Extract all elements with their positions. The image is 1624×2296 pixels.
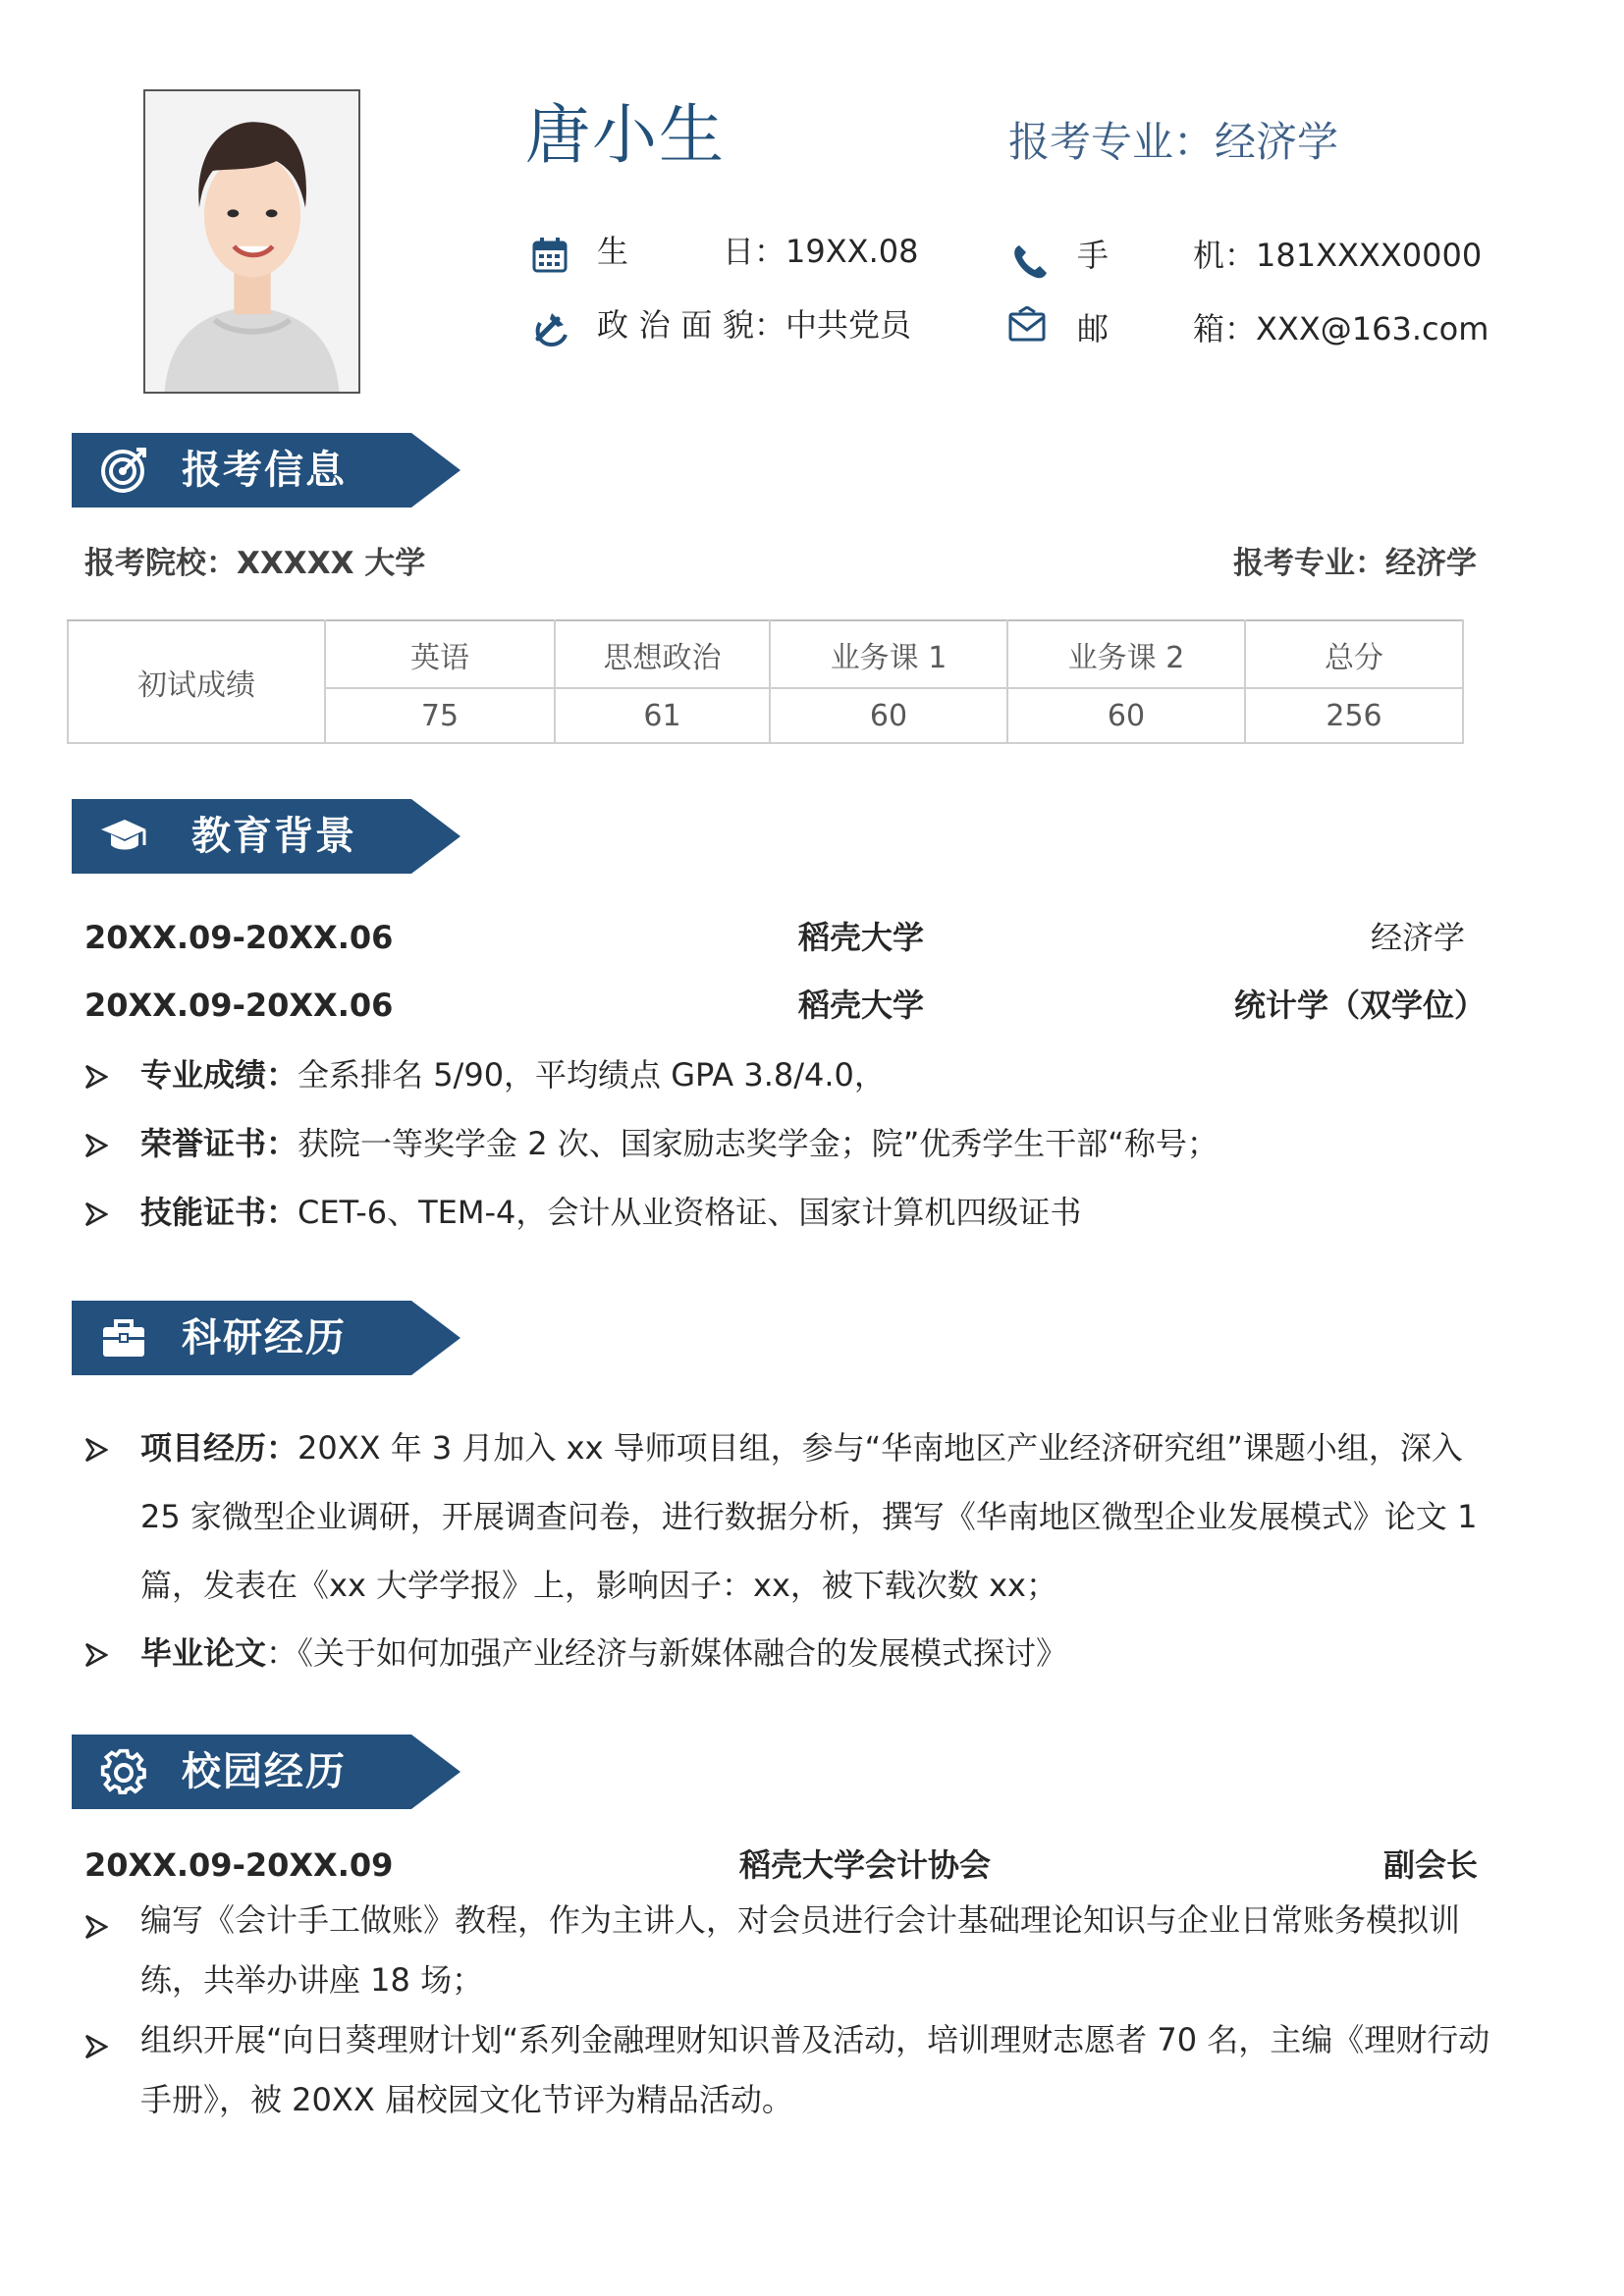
edu-school: 稻壳大学 [798, 987, 925, 1024]
graduation-cap-icon [99, 812, 148, 861]
political-value: ：中共党员 [754, 306, 912, 344]
edu-bullet-item [140, 1178, 1081, 1247]
section-banner-exam [72, 433, 460, 507]
bullet-text: 组织开展“向日葵理财计划“系列金融理财知识普及活动，培训理财志愿者 70 名，主编《理财行动手册》，被 20XX 届校园文化节评为精品活动。 [140, 2021, 1490, 2118]
gear-icon [99, 1747, 148, 1796]
bullet-key: 项目经历： [140, 1429, 298, 1467]
bullet-text: ：《关于如何加强产业经济与新媒体融合的发展模式探讨》 [266, 1634, 1068, 1672]
political-line [597, 305, 911, 347]
score-value: 256 [1245, 688, 1463, 743]
exam-major: 报考专业：经济学 [1233, 546, 1477, 581]
bullet-key: 荣誉证书： [140, 1125, 298, 1162]
research-bullet-item [140, 1414, 1510, 1620]
score-value: 60 [1007, 688, 1245, 743]
edu-period: 20XX.09-20XX.06 [84, 987, 394, 1024]
birthday-label: 生 日 [597, 233, 754, 270]
arrow-bullet-icon [84, 1201, 108, 1227]
edu-major: 经济学 [1371, 919, 1466, 956]
arrow-bullet-icon [84, 1642, 108, 1668]
research-bullet-item [140, 1619, 1067, 1687]
applicant-name: 唐小生 [525, 97, 726, 173]
email-value: ：XXX@163.com [1224, 310, 1489, 347]
campus-bullet-item [140, 2010, 1510, 2130]
bullet-text: 20XX 年 3 月加入 xx 导师项目组，参与“华南地区产业经济研究组”课题小组，深入 25 家微型企业调研，开展调查问卷，进行数据分析，撰写《华南地区微型企业发展模式》论文 1 篇，发表在《xx 大学学报》上，影响因子：xx，被下载次数 xx； [140, 1429, 1478, 1604]
exam-school: 报考院校：XXXXX 大学 [84, 546, 426, 581]
section-banner-research [72, 1301, 460, 1375]
political-label: 政治面貌 [597, 306, 754, 344]
section-title: 校园经历 [182, 1749, 347, 1794]
calendar-icon [530, 236, 569, 275]
section-title: 教育背景 [191, 814, 356, 859]
score-header-row [68, 620, 1463, 688]
score-header: 英语 [325, 620, 555, 688]
arrow-bullet-icon [84, 1914, 108, 1940]
section-title: 科研经历 [182, 1315, 347, 1361]
phone-label: 手 机 [1077, 237, 1224, 274]
bullet-key: 毕业论文 [140, 1634, 267, 1672]
edu-school: 稻壳大学 [798, 919, 925, 956]
arrow-bullet-icon [84, 1064, 108, 1090]
bullet-text: 全系排名 5/90，平均绩点 GPA 3.8/4.0， [298, 1056, 886, 1094]
edu-major: 统计学（双学位） [1234, 987, 1487, 1024]
edu-bullet-item [140, 1109, 1218, 1178]
profile-photo [143, 89, 360, 394]
score-row-label: 初试成绩 [68, 620, 325, 743]
arrow-bullet-icon [84, 1133, 108, 1158]
campus-period: 20XX.09-20XX.09 [84, 1846, 394, 1884]
phone-line [1077, 236, 1482, 277]
phone-icon [1011, 241, 1051, 281]
score-value: 60 [770, 688, 1007, 743]
section-banner-education [72, 799, 460, 874]
section-title: 报考信息 [182, 448, 347, 493]
arrow-bullet-icon [84, 2034, 108, 2059]
score-value: 75 [325, 688, 555, 743]
birthday-value: ：19XX.08 [754, 233, 919, 270]
birthday-line [597, 232, 918, 273]
party-emblem-icon [530, 309, 569, 348]
score-value: 61 [555, 688, 770, 743]
bullet-key: 技能证书： [140, 1194, 298, 1231]
section-banner-campus [72, 1735, 460, 1809]
score-header: 业务课 2 [1007, 620, 1245, 688]
score-header: 总分 [1245, 620, 1463, 688]
score-header: 思想政治 [555, 620, 770, 688]
bullet-text: 获院一等奖学金 2 次、国家励志奖学金；院”优秀学生干部“称号； [298, 1125, 1218, 1162]
mail-icon [1007, 306, 1047, 346]
campus-bullet-item [140, 1891, 1510, 2010]
edu-period: 20XX.09-20XX.06 [84, 919, 394, 956]
briefcase-icon [99, 1313, 148, 1362]
campus-role: 副会长 [1383, 1846, 1479, 1884]
email-label: 邮 箱 [1077, 310, 1224, 347]
target-icon [99, 446, 148, 495]
score-header: 业务课 1 [770, 620, 1007, 688]
email-line [1077, 309, 1489, 350]
bullet-text: CET-6、TEM-4，会计从业资格证、国家计算机四级证书 [298, 1194, 1082, 1231]
bullet-text: 编写《会计手工做账》教程，作为主讲人，对会员进行会计基础理论知识与企业日常账务模拟训练，共举办讲座 18 场； [140, 1901, 1461, 1999]
score-table [67, 619, 1464, 744]
phone-value: ：181XXXX0000 [1224, 237, 1483, 274]
arrow-bullet-icon [84, 1437, 108, 1463]
header-major: 报考专业：经济学 [1008, 118, 1339, 166]
edu-bullet-item [140, 1041, 886, 1109]
campus-org: 稻壳大学会计协会 [739, 1846, 992, 1884]
bullet-key: 专业成绩： [140, 1056, 298, 1094]
